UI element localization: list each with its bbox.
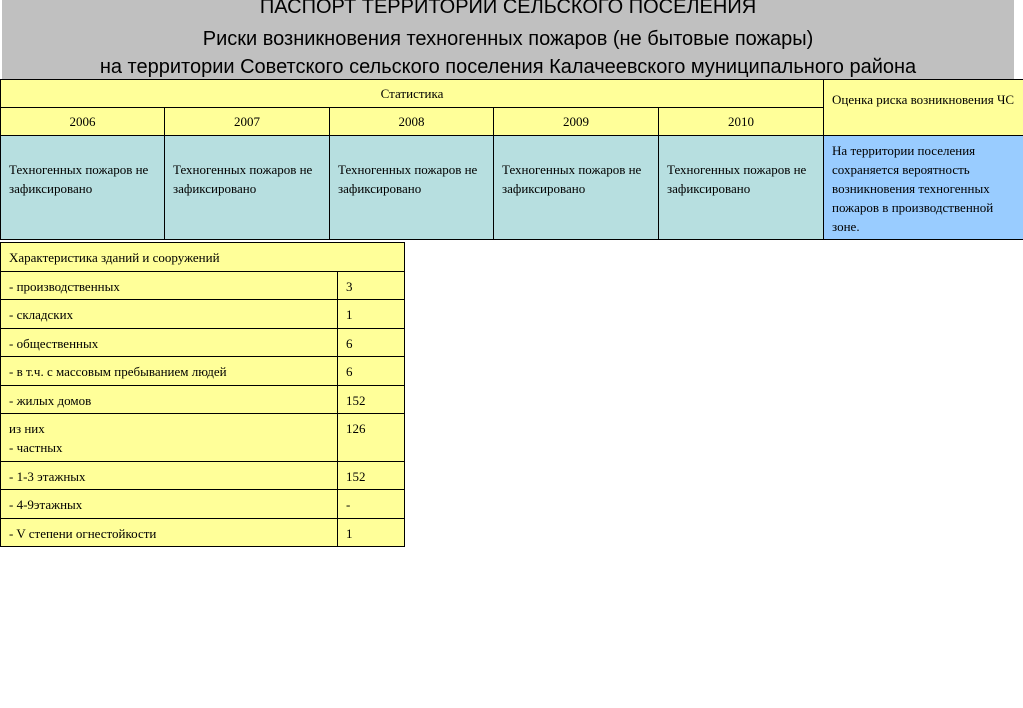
risk-assessment-text: На территории поселения сохраняется вероятность возникновения техногенных пожаров в производственной зоне. — [824, 136, 1023, 240]
year-2008: 2008 — [330, 108, 494, 136]
row-label-mass-presence: - в т.ч. с массовым пребыванием людей — [1, 357, 338, 386]
passport-title: ПАСПОРТ ТЕРРИТОРИИ СЕЛЬСКОГО ПОСЕЛЕНИЯ — [259, 0, 757, 18]
buildings-header: Характеристика зданий и сооружений — [1, 243, 405, 272]
risk-title: Риски возникновения техногенных пожаров (не бытовые пожары) — [202, 28, 814, 50]
value-2008: Техногенных пожаров не зафиксировано — [330, 136, 494, 240]
buildings-table — [0, 242, 405, 547]
row-label-4-9-floors: - 4-9этажных — [1, 490, 338, 519]
row-value-1-3-floors: 152 — [338, 462, 405, 490]
page-header — [2, 0, 1014, 79]
value-2007: Техногенных пожаров не зафиксировано — [165, 136, 330, 240]
row-label-public: - общественных — [1, 329, 338, 357]
year-2009: 2009 — [494, 108, 659, 136]
year-2006: 2006 — [1, 108, 165, 136]
row-label-industrial: - производственных — [1, 272, 338, 300]
row-value-mass-presence: 6 — [338, 357, 405, 386]
row-value-fire-resistance: 1 — [338, 519, 405, 547]
row-value-private: 126 — [338, 414, 405, 462]
statistics-table — [0, 79, 1023, 240]
row-value-residential: 152 — [338, 386, 405, 414]
row-label-fire-resistance: - V степени огнестойкости — [1, 519, 338, 547]
row-value-industrial: 3 — [338, 272, 405, 300]
statistics-header: Статистика — [1, 80, 824, 108]
row-label-residential: - жилых домов — [1, 386, 338, 414]
territory-title: на территории Советского сельского поселения Калачеевского муниципального района — [99, 56, 917, 78]
row-value-public: 6 — [338, 329, 405, 357]
row-value-4-9-floors: - — [338, 490, 405, 519]
value-2009: Техногенных пожаров не зафиксировано — [494, 136, 659, 240]
row-label-private-houses: - частных — [9, 440, 63, 455]
year-2010: 2010 — [659, 108, 824, 136]
year-2007: 2007 — [165, 108, 330, 136]
row-label-private — [1, 414, 338, 462]
value-2010: Техногенных пожаров не зафиксировано — [659, 136, 824, 240]
row-label-warehouse: - складских — [1, 300, 338, 329]
row-label-of-them: из них — [9, 421, 45, 436]
risk-assessment-header: Оценка риска возникновения ЧС — [824, 80, 1023, 136]
value-2006: Техногенных пожаров не зафиксировано — [1, 136, 165, 240]
row-value-warehouse: 1 — [338, 300, 405, 329]
row-label-1-3-floors: - 1-3 этажных — [1, 462, 338, 490]
